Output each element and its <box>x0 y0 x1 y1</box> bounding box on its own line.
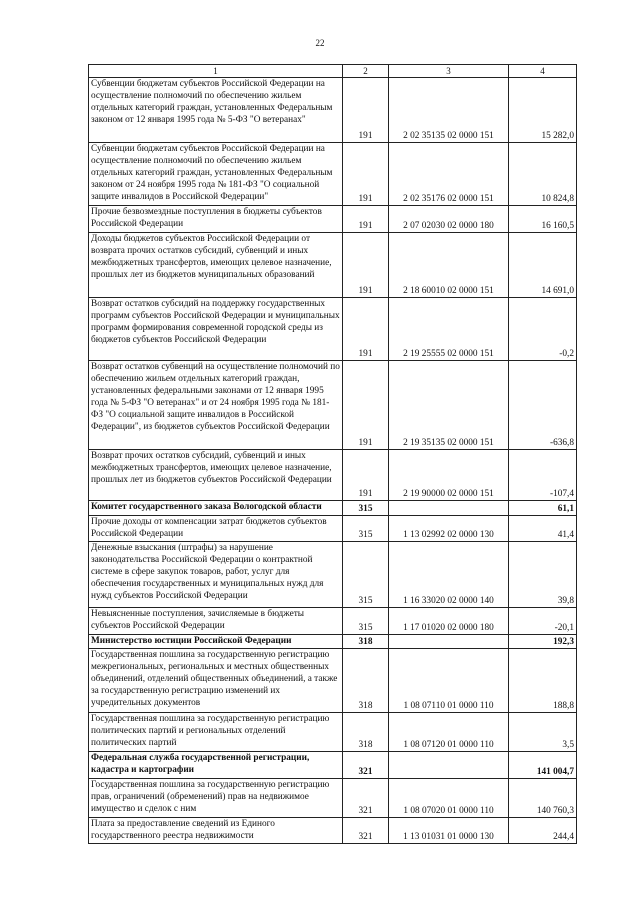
row-admin-code: 318 <box>343 649 389 713</box>
row-revenue-code: 2 19 90000 02 0000 151 <box>389 450 509 501</box>
row-name: Денежные взыскания (штрафы) за нарушение законодательства Российской Федерации о контрактной системе в сфере закупок товаров, работ, услуг для обеспечения государственных и муниципальных нужд для нужд субъектов Российской Федерации <box>89 542 343 608</box>
row-name: Государственная пошлина за государственную регистрацию прав, ограничений (обременений) прав на недвижимое имущество и сделок с ним <box>89 779 343 818</box>
table-row <box>89 713 577 752</box>
table-row <box>89 779 577 818</box>
row-name: Возврат прочих остатков субсидий, субвенций и иных межбюджетных трансфертов, имеющих целевое назначение, прошлых лет из бюджетов субъектов Российской Федерации <box>89 450 343 501</box>
row-amount: -636,8 <box>509 361 577 450</box>
table-row <box>89 516 577 542</box>
row-revenue-code: 1 08 07020 01 0000 110 <box>389 779 509 818</box>
header-col-4: 4 <box>509 65 577 78</box>
row-admin-code: 191 <box>343 78 389 143</box>
row-revenue-code: 1 17 01020 02 0000 180 <box>389 608 509 635</box>
row-name: Доходы бюджетов субъектов Российской Федерации от возврата прочих остатков субсидий, субвенций и иных межбюджетных трансфертов, имеющих целевое назначение, прошлых лет из бюджетов муниципальных образований <box>89 233 343 298</box>
row-revenue-code: 1 13 01031 01 0000 130 <box>389 818 509 844</box>
budget-revenue-table <box>88 64 577 844</box>
row-amount: 188,8 <box>509 649 577 713</box>
row-amount: -0,2 <box>509 298 577 361</box>
row-revenue-code: 1 16 33020 02 0000 140 <box>389 542 509 608</box>
table-row <box>89 608 577 635</box>
header-col-1: 1 <box>89 65 343 78</box>
row-name: Министерство юстиции Российской Федерации <box>89 635 343 649</box>
row-name: Возврат остатков субвенций на осуществление полномочий по обеспечению жильем отдельных категорий граждан, установленных федеральными законами от 12 января 1995 года № 5-ФЗ "О ветеранах" и от 24 ноября 1995 года № 181-ФЗ "О социальной защите инвалидов в Российской Федерации", из бюджетов субъектов Российской Федерации <box>89 361 343 450</box>
row-name: Возврат остатков субсидий на поддержку государственных программ субъектов Российской Федерации и муниципальных программ формирования современной городской среды из бюджетов субъектов Российской Федерации <box>89 298 343 361</box>
row-admin-code: 315 <box>343 542 389 608</box>
row-name: Прочие безвозмездные поступления в бюджеты субъектов Российской Федерации <box>89 206 343 233</box>
page-number: 22 <box>315 38 325 48</box>
row-amount: 16 160,5 <box>509 206 577 233</box>
table-row <box>89 298 577 361</box>
table-row <box>89 78 577 143</box>
row-name: Федеральная служба государственной регистрации, кадастра и картографии <box>89 752 343 779</box>
table-header-row <box>89 65 577 78</box>
row-admin-code: 191 <box>343 450 389 501</box>
row-amount: 61,1 <box>509 501 577 516</box>
row-name: Субвенции бюджетам субъектов Российской Федерации на осуществление полномочий по обеспечению жильем отдельных категорий граждан, установленных Федеральным законом от 12 января 1995 года № 5-ФЗ "О ветеранах" <box>89 78 343 143</box>
row-amount: 140 760,3 <box>509 779 577 818</box>
row-revenue-code: 2 18 60010 02 0000 151 <box>389 233 509 298</box>
row-revenue-code <box>389 635 509 649</box>
row-name: Государственная пошлина за государственную регистрацию межрегиональных, региональных и местных общественных объединений, отделений общественных объединений, а также за государственную регистрацию изменений их учредительных документов <box>89 649 343 713</box>
row-amount: 41,4 <box>509 516 577 542</box>
row-name: Комитет государственного заказа Вологодской области <box>89 501 343 516</box>
row-admin-code: 191 <box>343 361 389 450</box>
row-amount: 141 004,7 <box>509 752 577 779</box>
row-revenue-code: 2 19 35135 02 0000 151 <box>389 361 509 450</box>
table-row <box>89 635 577 649</box>
row-amount: 10 824,8 <box>509 143 577 206</box>
row-revenue-code: 2 07 02030 02 0000 180 <box>389 206 509 233</box>
row-amount: 192,3 <box>509 635 577 649</box>
table-row <box>89 206 577 233</box>
table-row <box>89 542 577 608</box>
row-amount: -107,4 <box>509 450 577 501</box>
row-admin-code: 321 <box>343 818 389 844</box>
table-row <box>89 752 577 779</box>
row-revenue-code: 1 13 02992 02 0000 130 <box>389 516 509 542</box>
table-row <box>89 649 577 713</box>
row-name: Субвенции бюджетам субъектов Российской Федерации на осуществление полномочий по обеспечению жильем отдельных категорий граждан, установленных Федеральным законом от 24 ноября 1995 года № 181-ФЗ "О социальной защите инвалидов в Российской Федерации" <box>89 143 343 206</box>
table-body <box>89 65 577 844</box>
row-admin-code: 315 <box>343 501 389 516</box>
row-admin-code: 191 <box>343 206 389 233</box>
row-amount: -20,1 <box>509 608 577 635</box>
row-admin-code: 321 <box>343 779 389 818</box>
table-row <box>89 361 577 450</box>
header-col-2: 2 <box>343 65 389 78</box>
row-admin-code: 321 <box>343 752 389 779</box>
row-admin-code: 318 <box>343 713 389 752</box>
row-name: Государственная пошлина за государственную регистрацию политических партий и региональных отделений политических партий <box>89 713 343 752</box>
table-row <box>89 501 577 516</box>
table-row <box>89 233 577 298</box>
row-admin-code: 318 <box>343 635 389 649</box>
row-admin-code: 191 <box>343 298 389 361</box>
row-name: Плата за предоставление сведений из Единого государственного реестра недвижимости <box>89 818 343 844</box>
table-row <box>89 143 577 206</box>
row-amount: 3,5 <box>509 713 577 752</box>
row-amount: 15 282,0 <box>509 78 577 143</box>
row-amount: 39,8 <box>509 542 577 608</box>
row-revenue-code: 2 02 35176 02 0000 151 <box>389 143 509 206</box>
header-col-3: 3 <box>389 65 509 78</box>
row-amount: 14 691,0 <box>509 233 577 298</box>
row-revenue-code <box>389 501 509 516</box>
row-revenue-code: 2 02 35135 02 0000 151 <box>389 78 509 143</box>
row-name: Невыясненные поступления, зачисляемые в бюджеты субъектов Российской Федерации <box>89 608 343 635</box>
row-revenue-code: 1 08 07120 01 0000 110 <box>389 713 509 752</box>
row-revenue-code: 1 08 07110 01 0000 110 <box>389 649 509 713</box>
row-admin-code: 191 <box>343 233 389 298</box>
row-amount: 244,4 <box>509 818 577 844</box>
row-name: Прочие доходы от компенсации затрат бюджетов субъектов Российской Федерации <box>89 516 343 542</box>
table-row <box>89 450 577 501</box>
row-revenue-code: 2 19 25555 02 0000 151 <box>389 298 509 361</box>
row-admin-code: 315 <box>343 516 389 542</box>
row-admin-code: 191 <box>343 143 389 206</box>
table-row <box>89 818 577 844</box>
row-admin-code: 315 <box>343 608 389 635</box>
row-revenue-code <box>389 752 509 779</box>
